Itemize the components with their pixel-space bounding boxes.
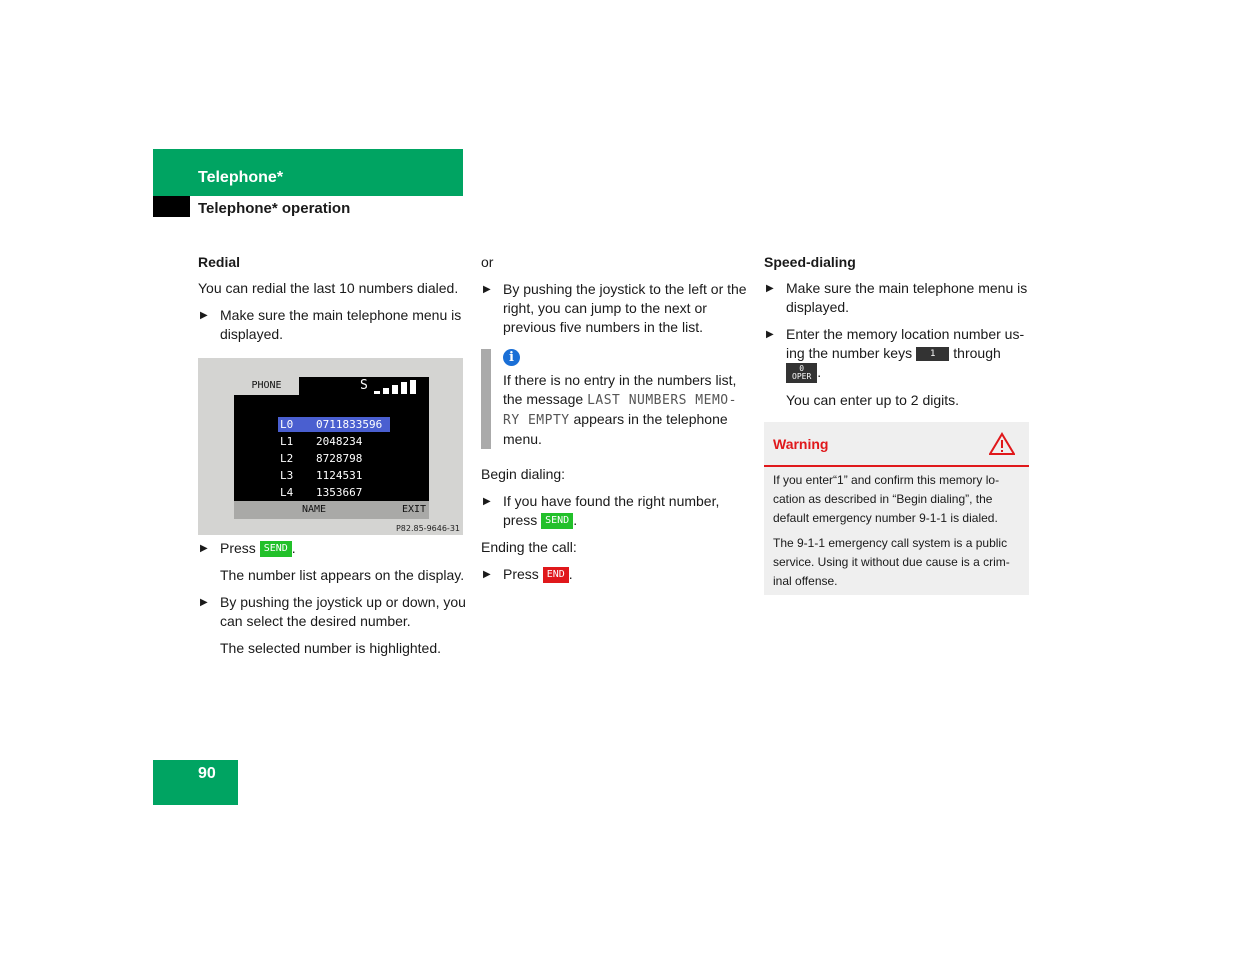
phone-tab-label: PHONE: [234, 377, 299, 395]
note-prefix: If there is no entry in the numbers list, the message: [503, 372, 737, 407]
end-key-icon: END: [543, 567, 569, 583]
line-label: L2: [280, 452, 294, 465]
punctuation: .: [568, 566, 573, 582]
info-note: [503, 347, 753, 449]
key-0-digit: 0: [799, 364, 805, 374]
punctuation: .: [817, 364, 822, 380]
step-text: Enter the memory location number us-ing the number keys: [786, 326, 1025, 361]
phone-number: 1124531: [316, 469, 363, 482]
heading-redial: Redial: [198, 254, 241, 270]
send-key-icon: SEND: [260, 541, 292, 557]
triangle-bullet-icon: ▶: [483, 569, 491, 580]
signal-label: S: [360, 378, 368, 393]
redial-step-1: [198, 306, 466, 344]
line-label: L4: [280, 486, 294, 499]
step-text: Make sure the main telephone menu is displayed.: [786, 280, 1028, 315]
phone-number: 1353667: [316, 486, 363, 499]
triangle-bullet-icon: ▶: [766, 329, 774, 340]
column-redial-continued: [198, 539, 466, 666]
warning-box: [764, 422, 1029, 595]
begin-dialing-step: [481, 492, 751, 530]
triangle-bullet-icon: ▶: [483, 284, 491, 295]
step-text: If you have found the right number, press: [503, 493, 720, 528]
figure-id: P82.85-9646-31: [395, 524, 460, 533]
column-dialing: [481, 253, 751, 345]
subsection-marker: [153, 196, 190, 217]
speed-dial-step-1: [764, 279, 1032, 317]
phone-number: 0711833596: [316, 418, 383, 431]
column-speed-dialing: [764, 253, 1032, 418]
joystick-step: [481, 280, 751, 337]
redial-step-2-result: The number list appears on the display.: [220, 567, 465, 583]
signal-strength-icon: [374, 380, 424, 394]
softkey-bar: [234, 501, 429, 519]
ending-call-step: [481, 565, 751, 584]
key-1-icon: 1: [916, 347, 949, 361]
triangle-bullet-icon: ▶: [200, 597, 208, 608]
step-text: Make sure the main telephone menu is displayed.: [220, 307, 462, 342]
column-dialing-continued: [481, 465, 751, 592]
column-redial: [198, 253, 466, 352]
page-number-box: [153, 760, 238, 805]
redial-step-2: [198, 539, 466, 558]
note-side-bar: [481, 349, 491, 449]
note-text: [503, 371, 753, 449]
step-text: through: [953, 345, 1001, 361]
redial-step-3: [198, 593, 466, 631]
send-key-icon: SEND: [541, 513, 573, 529]
warning-title: Warning: [773, 436, 829, 452]
punctuation: .: [573, 512, 578, 528]
key-0-oper-icon: [786, 363, 817, 383]
speed-dial-step-2-result: You can enter up to 2 digits.: [786, 392, 960, 409]
heading-speed-dialing: Speed-dialing: [764, 254, 856, 270]
phone-number: 8728798: [316, 452, 363, 465]
phone-display-figure: [198, 358, 463, 535]
step-text: Press: [220, 540, 256, 556]
warning-triangle-icon: [989, 432, 1015, 456]
subsection-title: Telephone* operation: [198, 200, 351, 217]
ending-call-label: Ending the call:: [481, 539, 577, 555]
warning-body: [773, 471, 1023, 597]
line-label: L1: [280, 435, 294, 448]
redial-intro: You can redial the last 10 numbers dialed.: [198, 280, 459, 296]
punctuation: .: [291, 540, 296, 556]
triangle-bullet-icon: ▶: [200, 310, 208, 321]
line-label: L3: [280, 469, 294, 482]
triangle-bullet-icon: ▶: [200, 543, 208, 554]
page-number: 90: [198, 765, 216, 782]
note-suffix: appears in the telephone menu.: [503, 411, 728, 447]
note-message: LAST NUMBERS MEMO-RY EMPTY: [503, 393, 737, 428]
number-list-row[interactable]: [278, 451, 390, 466]
warning-paragraph-2: The 9-1-1 emergency call system is a public service. Using it without due cause is a crim-inal offense.: [773, 536, 1010, 588]
or-text: or: [481, 254, 494, 270]
line-label: L0: [280, 418, 294, 431]
number-list-row[interactable]: [278, 434, 390, 449]
warning-paragraph-1: If you enter“1” and confirm this memory lo-cation as described in “Begin dialing”, the default emergency number 9-1-1 is dialed.: [773, 473, 1000, 525]
speed-dial-step-2: [764, 325, 1032, 383]
step-text: By pushing the joystick up or down, you can select the desired number.: [220, 594, 466, 629]
softkey-exit[interactable]: EXIT: [402, 504, 427, 515]
section-title: Telephone*: [198, 169, 284, 186]
key-0-label: OPER: [792, 372, 812, 382]
step-text: By pushing the joystick to the left or the right, you can jump to the next or previous five numbers in the list.: [503, 281, 747, 335]
begin-dialing-label: Begin dialing:: [481, 466, 566, 482]
softkey-name[interactable]: NAME: [302, 504, 327, 515]
number-list-row[interactable]: [278, 417, 390, 432]
warning-header: [764, 422, 1029, 467]
triangle-bullet-icon: ▶: [483, 496, 491, 507]
number-list-row[interactable]: [278, 485, 390, 500]
triangle-bullet-icon: ▶: [766, 283, 774, 294]
phone-number: 2048234: [316, 435, 363, 448]
redial-step-3-result: The selected number is highlighted.: [220, 640, 442, 656]
number-list-row[interactable]: [278, 468, 390, 483]
info-icon: i: [503, 349, 520, 366]
step-text: Press: [503, 566, 539, 582]
